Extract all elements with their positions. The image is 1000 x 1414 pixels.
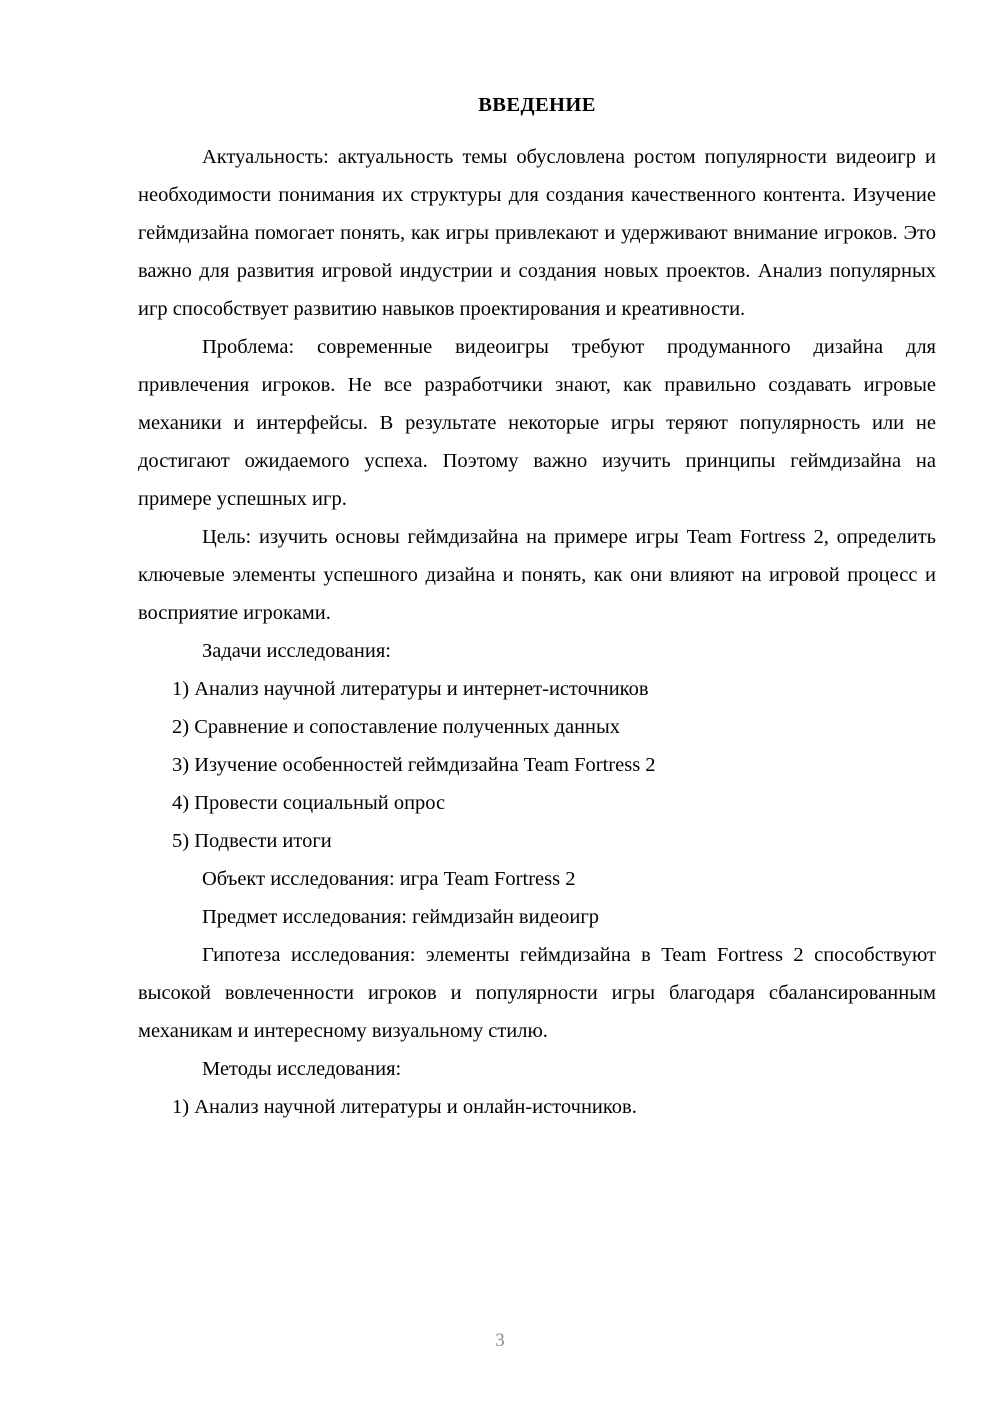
list-item: 5) Подвести итоги [172,830,332,852]
list-item: 4) Провести социальный опрос [172,792,446,814]
paragraph-object: Объект исследования: игра Team Fortress 2 [202,868,576,890]
page-title: ВВЕДЕНИЕ [478,94,596,116]
document-body [138,86,936,1126]
paragraph-hypothesis: Гипотеза исследования: элементы геймдизайна в Team Fortress 2 способствуют высокой вовлеченности игроков и популярности игры благодаря сбалансированным механикам и интересному визуальному стилю. [138,944,936,1042]
list-item: 1) Анализ научной литературы и интернет-источников [172,678,649,700]
page-number: 3 [495,1330,505,1351]
methods-heading: Методы исследования: [202,1058,402,1080]
list-item: 1) Анализ научной литературы и онлайн-источников. [172,1096,637,1118]
paragraph-subject: Предмет исследования: геймдизайн видеоигр [202,906,599,928]
list-item: 3) Изучение особенностей геймдизайна Team Fortress 2 [172,754,656,776]
tasks-heading: Задачи исследования: [202,640,391,662]
paragraph-goal: Цель: изучить основы геймдизайна на примере игры Team Fortress 2, определить ключевые элементы успешного дизайна и понять, как они влияют на игровой процесс и восприятие игроками. [138,526,936,624]
list-item: 2) Сравнение и сопоставление полученных данных [172,716,621,738]
paragraph-problem: Проблема: современные видеоигры требуют продуманного дизайна для привлечения игроков. Не все разработчики знают, как правильно создавать игровые механики и интерфейсы. В результате некоторые игры теряют популярность или не достигают ожидаемого успеха. Поэтому важно изучить принципы геймдизайна на примере успешных игр. [138,336,936,510]
paragraph-relevance: Актуальность: актуальность темы обусловлена ростом популярности видеоигр и необходимости понимания их структуры для создания качественного контента. Изучение геймдизайна помогает понять, как игры привлекают и удерживают внимание игроков. Это важно для развития игровой индустрии и создания новых проектов. Анализ популярных игр способствует развитию навыков проектирования и креативности. [138,146,936,320]
